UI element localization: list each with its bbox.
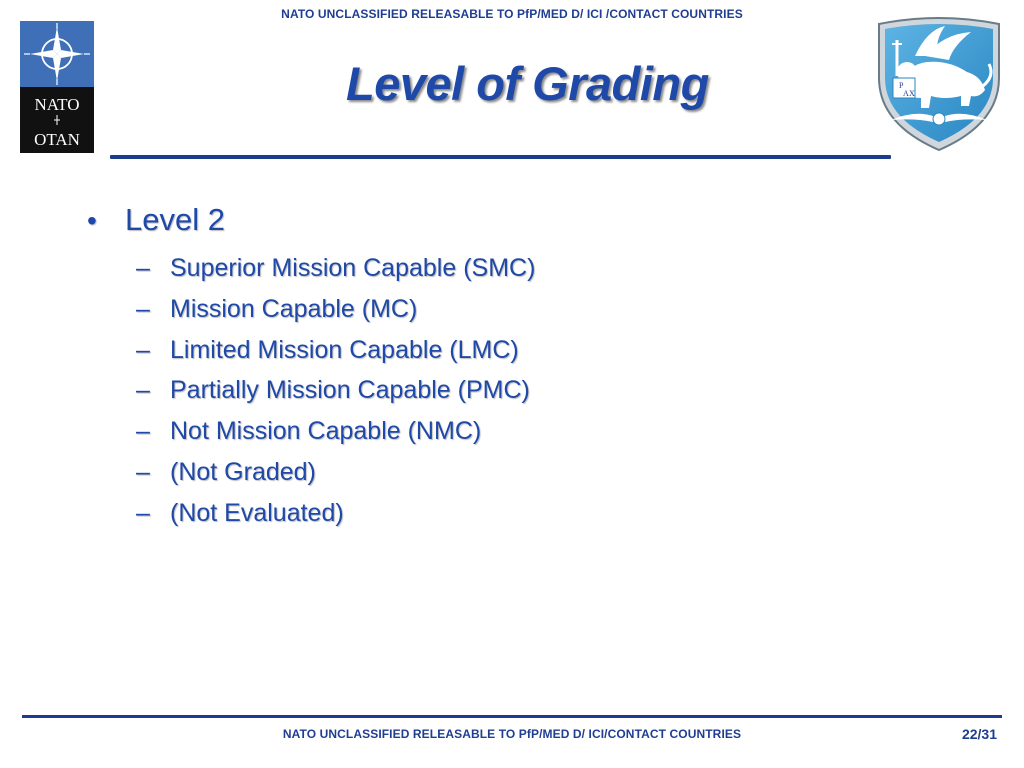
- subitem-text: Partially Mission Capable (PMC): [170, 376, 530, 404]
- dash-icon: –: [136, 336, 150, 364]
- subitem-text: (Not Evaluated): [170, 499, 344, 527]
- bullet-text: Level 2: [125, 202, 225, 237]
- subitem-not-graded: [136, 458, 316, 487]
- subitem-lmc: [136, 336, 519, 365]
- dash-icon: –: [136, 499, 150, 527]
- dash-icon: –: [136, 458, 150, 486]
- crest-letter-a: A: [903, 89, 909, 98]
- nato-otan-logo: [20, 21, 94, 153]
- logo-nato-text: NATO: [34, 95, 80, 114]
- subitem-text: Mission Capable (MC): [170, 295, 418, 323]
- subitem-pmc: [136, 376, 530, 405]
- footer-classification: NATO UNCLASSIFIED RELEASABLE TO PfP/MED D/ ICI/CONTACT COUNTRIES: [282, 727, 742, 741]
- bullet-dot-icon: •: [87, 205, 97, 236]
- footer-divider: [22, 715, 1002, 718]
- page-number: 22/31: [961, 726, 997, 742]
- dash-icon: –: [136, 254, 150, 282]
- header-classification: NATO UNCLASSIFIED RELEASABLE TO PfP/MED D/ ICI /CONTACT COUNTRIES: [281, 7, 743, 21]
- subitem-nmc: [136, 417, 481, 446]
- subitem-text: (Not Graded): [170, 458, 316, 486]
- dash-icon: –: [136, 295, 150, 323]
- bullet-level-2: [87, 202, 225, 238]
- slide-title: Level of Grading: [346, 57, 709, 110]
- subitem-text: Limited Mission Capable (LMC): [170, 336, 519, 364]
- subitem-text: Superior Mission Capable (SMC): [170, 254, 536, 282]
- crest-letter-x: X: [909, 89, 915, 98]
- crest-letter-p: P: [899, 81, 904, 90]
- winged-lion-crest-icon: [875, 16, 1003, 152]
- title-divider: [110, 155, 891, 159]
- logo-otan-text: OTAN: [34, 130, 80, 149]
- subitem-smc: [136, 254, 535, 283]
- dash-icon: –: [136, 417, 150, 445]
- subitem-text: Not Mission Capable (NMC): [170, 417, 482, 445]
- dash-icon: –: [136, 376, 150, 404]
- subitem-mc: [136, 295, 417, 324]
- subitem-not-evaluated: [136, 499, 344, 528]
